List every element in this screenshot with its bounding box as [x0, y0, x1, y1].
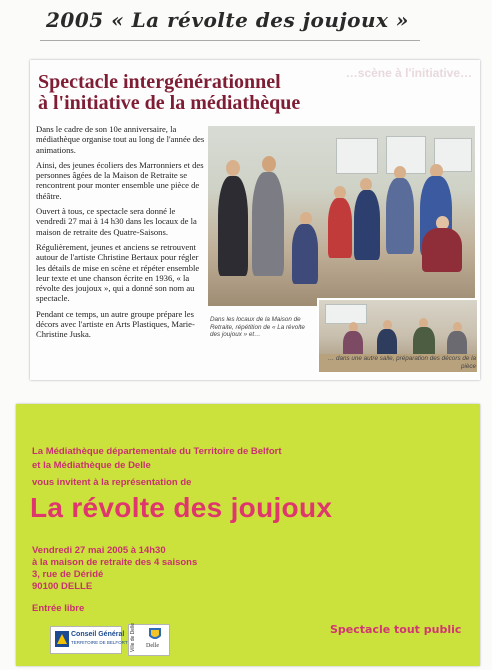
ville-de-delle-logo: [128, 624, 170, 656]
event-street: 3, rue de Déridé: [32, 569, 104, 580]
event-venue: à la maison de retraite des 4 saisons: [32, 557, 198, 568]
delle-shield-icon: [149, 628, 161, 642]
organizer-line-2: et la Médiathèque de Delle: [32, 460, 151, 471]
article-paragraph: Ouvert à tous, ce spectacle sera donné le vendredi 27 mai à 14 h30 dans les locaux de la maison de retraite des Quatre-Saisons.: [36, 206, 197, 237]
newspaper-clipping: [30, 60, 480, 380]
organizer-line-1: La Médiathèque départementale du Territoire de Belfort: [32, 446, 282, 457]
bleed-through-text: …scène à l'initiative…: [345, 66, 472, 80]
handwritten-underline: [40, 40, 420, 41]
photo-window: [386, 136, 426, 174]
article-headline: [38, 72, 368, 114]
event-date: Vendredi 27 mai 2005 à 14h30: [32, 545, 166, 556]
person-head: [226, 160, 240, 176]
event-city: 90100 DELLE: [32, 581, 93, 592]
photo-caption-inset: … dans une autre salle, préparation des décors de la pièce: [327, 355, 476, 370]
photo-window: [336, 138, 378, 174]
show-title: La révolte des joujoux: [30, 492, 333, 523]
rehearsal-photo: [208, 126, 475, 306]
photo-window: [325, 304, 367, 324]
person-figure: [218, 176, 248, 276]
audience-note: Spectacle tout public: [330, 623, 462, 636]
ville-de-delle-vertical-text: Ville de Delle: [130, 622, 136, 652]
article-body: [36, 124, 206, 345]
photo-caption-main: Dans les locaux de la Maison de Retraite, répétition de « La révolte des joujoux » et…: [210, 316, 305, 339]
article-paragraph: Pendant ce temps, un autre groupe prépare les décors avec l'artiste en Arts Plastiques, Marie-Christine Juska.: [36, 308, 195, 340]
article-paragraph: Régulièrement, jeunes et anciens se retrouvent autour de l'artiste Christine Bertaux pour régler les détails de mise en scène et répéter ensemble leur texte et une chanson écrite en 1936, « la révolte des joujoux », qui a donné son nom au spectacle.: [36, 241, 200, 304]
conseil-general-subtitle: TERRITOIRE DE BELFORT: [71, 640, 128, 645]
person-head: [262, 156, 276, 172]
handwritten-title: 2005 « La révolte des joujoux »: [46, 8, 409, 32]
person-figure: [422, 228, 462, 272]
entry-note: Entrée libre: [32, 603, 85, 614]
conseil-general-logo: [50, 626, 128, 654]
event-details: [32, 545, 197, 593]
conseil-general-emblem-icon: [55, 631, 69, 647]
headline-line-2: à l'initiative de la médiathèque: [38, 92, 301, 114]
person-figure: [328, 198, 352, 258]
article-paragraph: Ainsi, des jeunes écoliers des Marronniers et des personnes âgées de la Maison de Retraite se rencontrent pour monter ensemble une pièce de théâtre.: [36, 159, 204, 201]
person-figure: [292, 224, 318, 284]
headline-line-1: Spectacle intergénérationnel: [38, 71, 281, 93]
article-paragraph: Dans le cadre de son 10e anniversaire, la médiathèque organise tout au long de l'année des animations.: [36, 124, 205, 155]
invite-line: vous invitent à la représentation de: [32, 477, 192, 488]
conseil-general-name: Conseil Général: [71, 631, 125, 638]
person-figure: [252, 172, 284, 276]
invitation-card: [16, 404, 480, 666]
person-figure: [354, 190, 380, 260]
person-figure: [386, 178, 414, 254]
organizers: [32, 445, 282, 473]
delle-name: Delle: [146, 643, 159, 649]
